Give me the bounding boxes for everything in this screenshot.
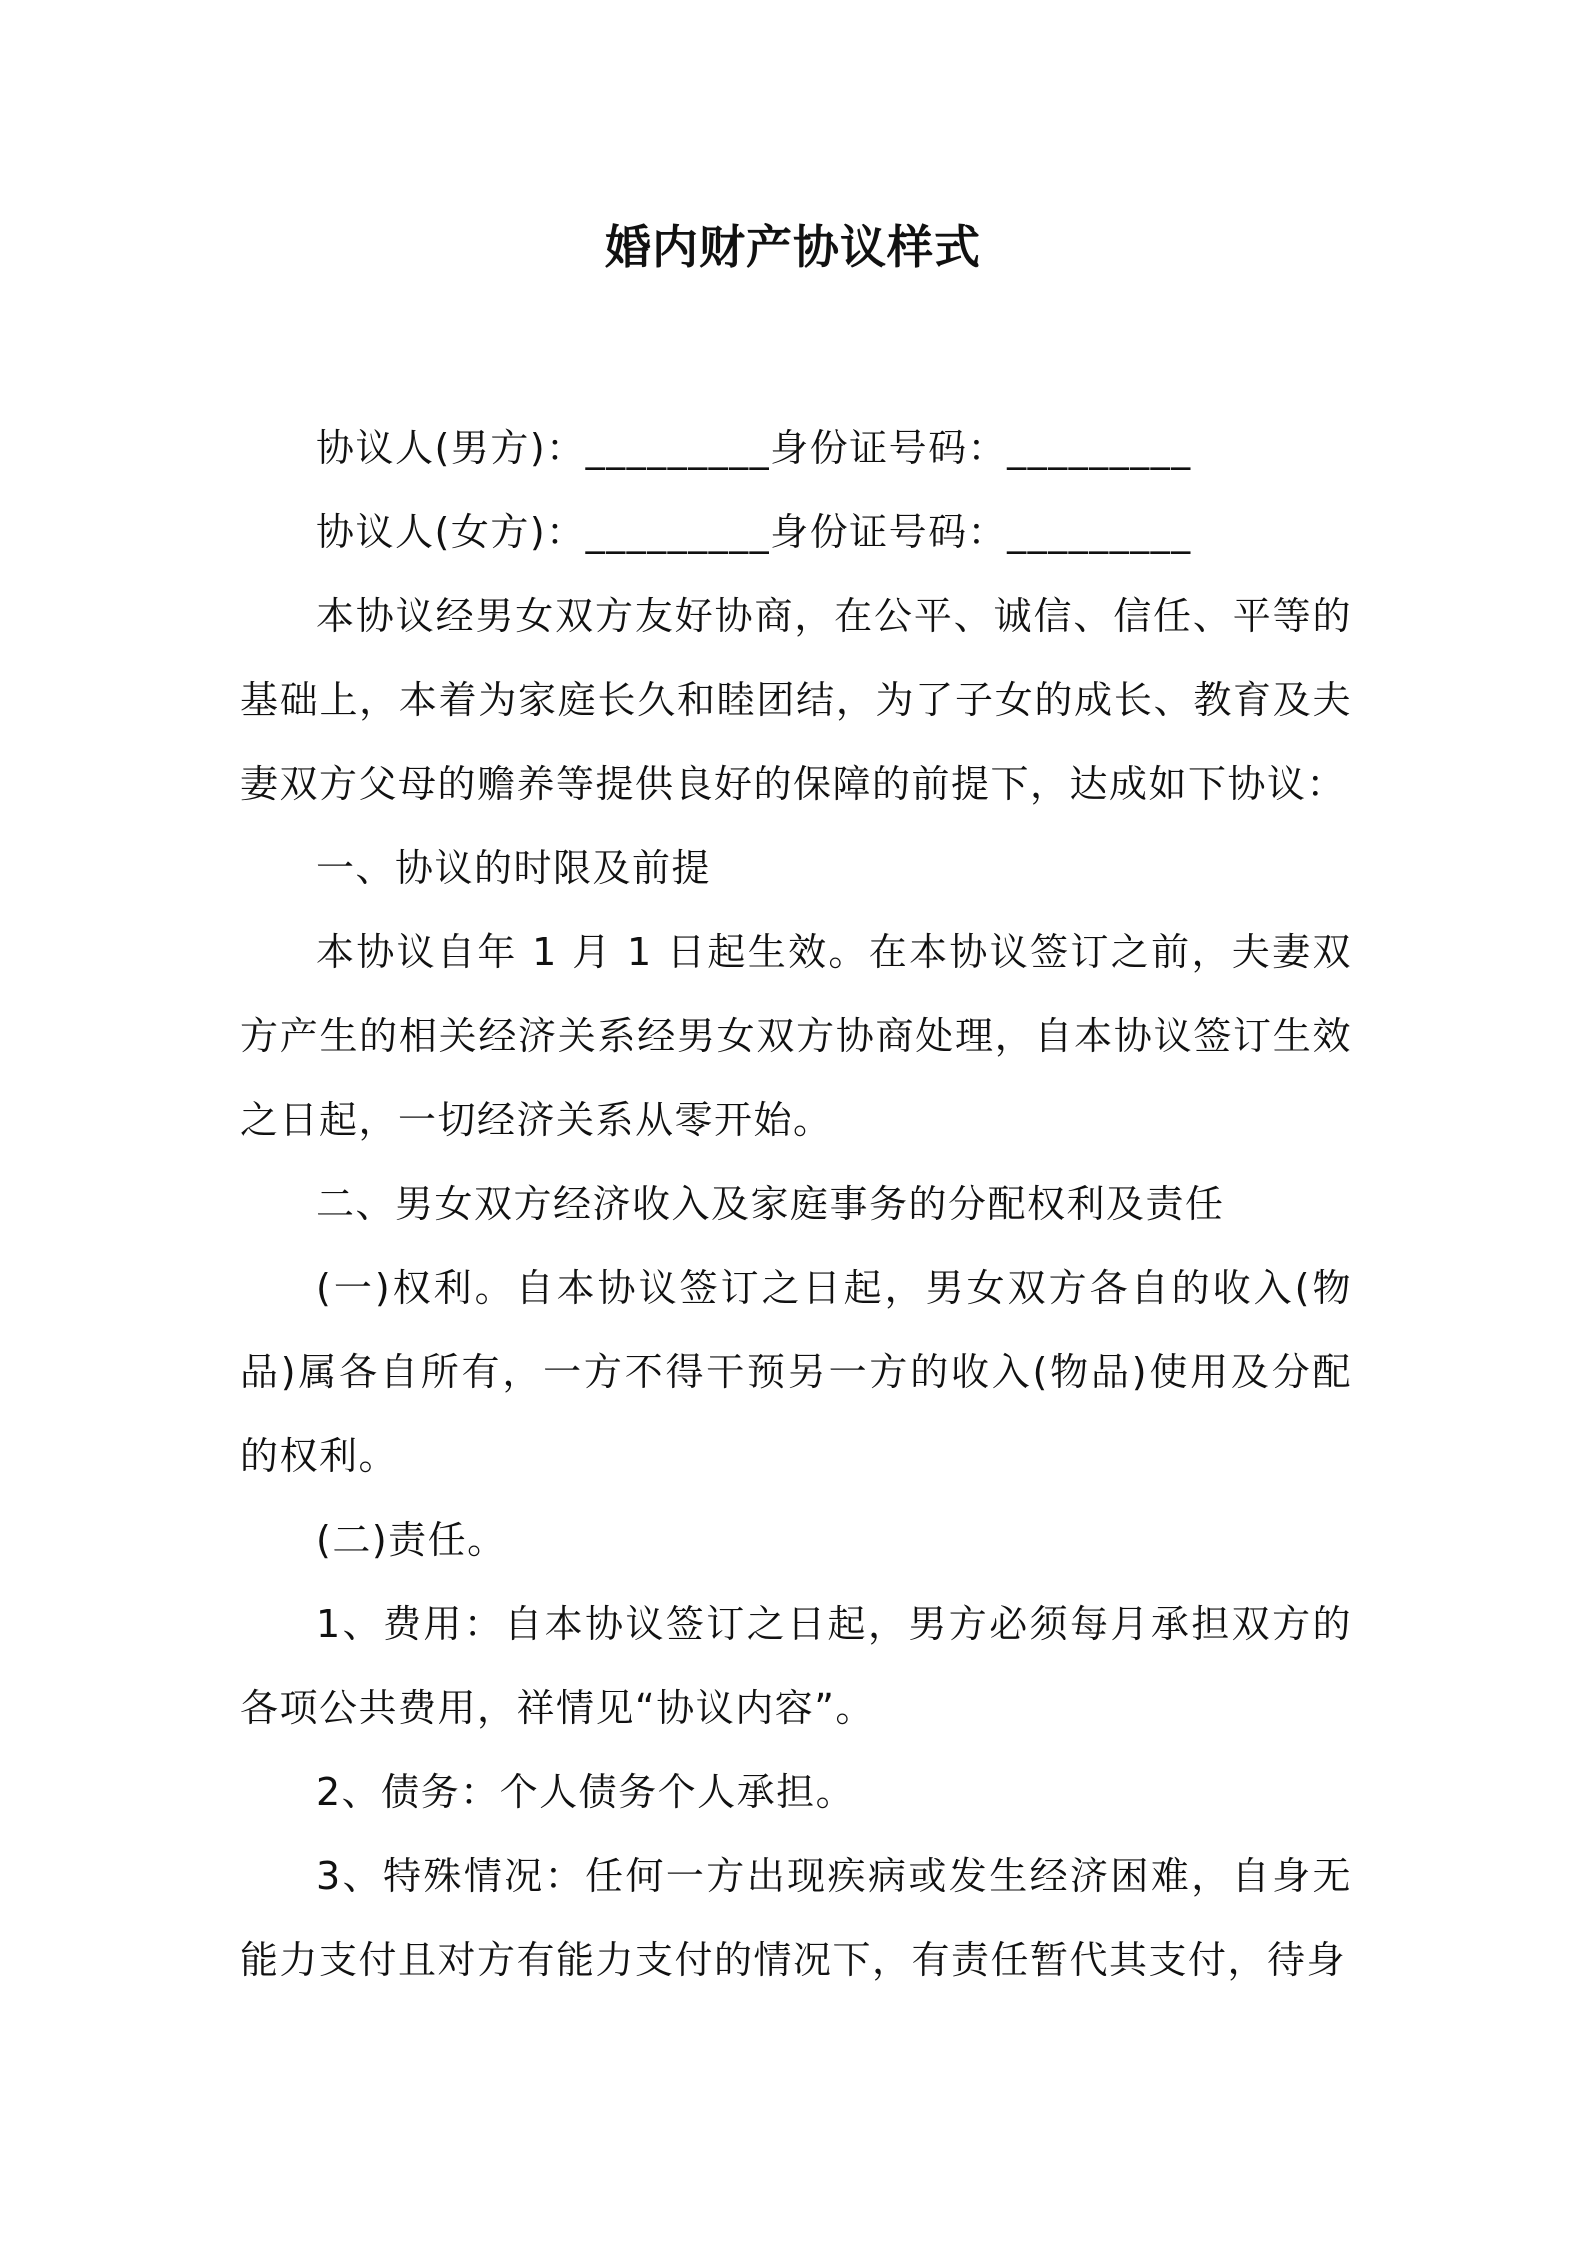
debts-paragraph: 2、债务：个人债务个人承担。 — [316, 1770, 856, 1814]
party-male-line: 协议人(男方)：_________身份证号码：_________ — [316, 426, 1192, 470]
section-heading-2: 二、男女双方经济收入及家庭事务的分配权利及责任 — [316, 1182, 1225, 1226]
document-body — [240, 406, 1352, 2002]
responsibility-heading: (二)责任。 — [316, 1518, 507, 1562]
party-female-line: 协议人(女方)：_________身份证号码：_________ — [316, 510, 1192, 554]
document-title: 婚内财产协议样式 — [605, 220, 981, 274]
special-cases-paragraph: 3、特殊情况：任何一方出现疾病或发生经济困难，自身无能力支付且对方有能力支付的情况下，有责任暂代其支付，待身 — [240, 1854, 1352, 1982]
preamble-paragraph: 本协议经男女双方友好协商，在公平、诚信、信任、平等的基础上，本着为家庭长久和睦团结，为了子女的成长、教育及夫妻双方父母的赡养等提供良好的保障的前提下，达成如下协议： — [240, 594, 1352, 806]
rights-paragraph: (一)权利。自本协议签订之日起，男女双方各自的收入(物品)属各自所有，一方不得干预另一方的收入(物品)使用及分配的权利。 — [240, 1266, 1352, 1478]
section-heading-1: 一、协议的时限及前提 — [316, 846, 712, 890]
effective-date-paragraph: 本协议自年 1 月 1 日起生效。在本协议签订之前，夫妻双方产生的相关经济关系经男女双方协商处理，自本协议签订生效之日起，一切经济关系从零开始。 — [240, 930, 1352, 1142]
expenses-paragraph: 1、费用：自本协议签订之日起，男方必须每月承担双方的各项公共费用，祥情见“协议内容”。 — [240, 1602, 1352, 1730]
